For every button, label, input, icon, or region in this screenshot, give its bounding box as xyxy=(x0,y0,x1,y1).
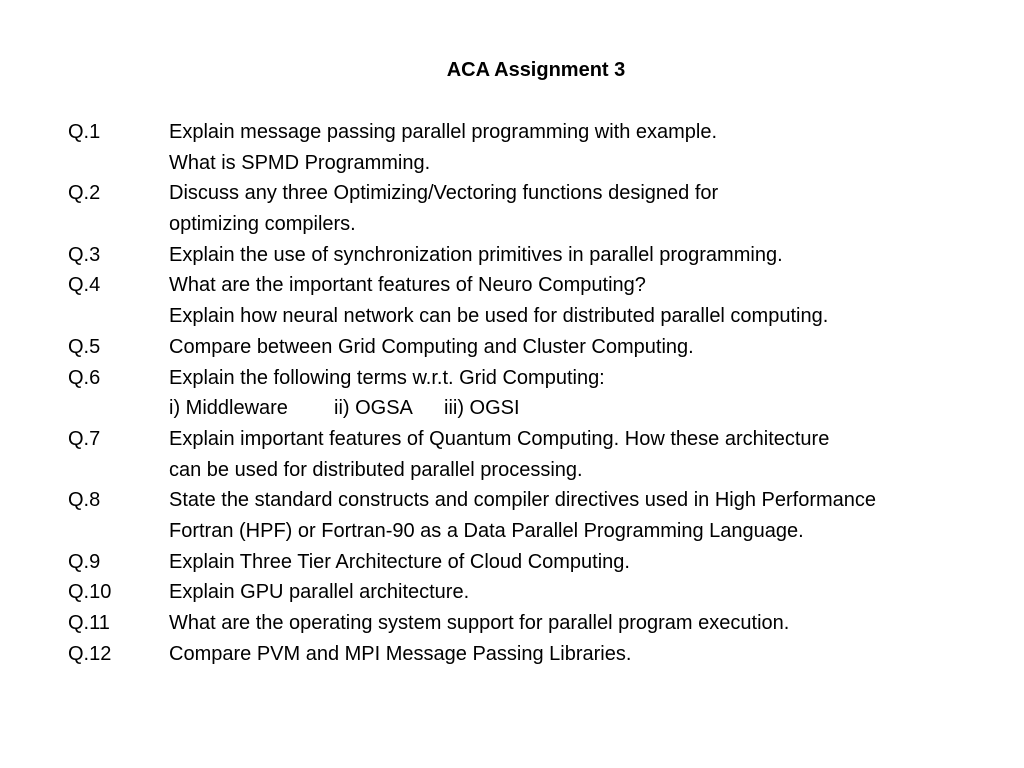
question-line xyxy=(68,332,1018,363)
question-number: Q.3 xyxy=(68,243,101,266)
question-line xyxy=(68,393,1018,424)
question-text: Discuss any three Optimizing/Vectoring functions designed for xyxy=(169,182,719,205)
question-line xyxy=(68,424,1018,455)
question-text: Explain the following terms w.r.t. Grid Computing: xyxy=(169,366,605,389)
question-text: Explain Three Tier Architecture of Cloud Computing. xyxy=(169,550,630,573)
question-line xyxy=(68,608,1018,639)
question-number: Q.2 xyxy=(68,182,101,205)
question-line xyxy=(68,455,1018,486)
question-line xyxy=(68,485,1018,516)
grid-terms xyxy=(169,393,520,424)
question-line xyxy=(68,301,1018,332)
question-number: Q.8 xyxy=(68,489,101,512)
question-text: What are the operating system support for parallel program execution. xyxy=(169,612,790,634)
question-line xyxy=(68,117,1018,148)
question-line xyxy=(68,209,1018,240)
question-text: Compare PVM and MPI Message Passing Libraries. xyxy=(169,642,632,665)
question-text: Explain GPU parallel architecture. xyxy=(169,581,470,604)
question-number: Q.10 xyxy=(68,581,112,604)
question-line xyxy=(68,639,1018,670)
term-ogsa: ii) OGSA xyxy=(334,397,413,420)
question-line xyxy=(68,547,1018,578)
question-text: State the standard constructs and compiler directives used in High Performance xyxy=(169,489,877,512)
question-list xyxy=(68,117,1018,669)
question-line xyxy=(68,363,1018,394)
question-text: optimizing compilers. xyxy=(169,213,356,236)
question-line xyxy=(68,577,1018,608)
question-number: Q.12 xyxy=(68,642,112,665)
term-ogsi: iii) OGSI xyxy=(444,397,520,420)
question-text: Explain important features of Quantum Computing. How these architecture xyxy=(169,427,830,450)
question-text: Explain the use of synchronization primitives in parallel programming. xyxy=(169,243,783,266)
question-text: Explain message passing parallel programming with example. xyxy=(169,121,718,143)
question-text: Explain how neural network can be used for distributed parallel computing. xyxy=(169,305,829,328)
question-text: Compare between Grid Computing and Cluster Computing. xyxy=(169,335,694,358)
page-title: ACA Assignment 3 xyxy=(446,59,626,81)
question-number: Q.11 xyxy=(68,612,110,634)
question-text: What are the important features of Neuro Computing? xyxy=(169,274,646,297)
question-number: Q.7 xyxy=(68,427,101,450)
question-line xyxy=(68,240,1018,271)
question-line xyxy=(68,178,1018,209)
question-number: Q.9 xyxy=(68,550,101,573)
question-number: Q.5 xyxy=(68,335,101,358)
question-text: What is SPMD Programming. xyxy=(169,151,431,174)
question-number: Q.6 xyxy=(68,366,101,389)
question-line xyxy=(68,148,1018,179)
question-line xyxy=(68,516,1018,547)
question-number: Q.1 xyxy=(68,121,101,143)
question-text: Fortran (HPF) or Fortran-90 as a Data Parallel Programming Language. xyxy=(169,519,804,542)
term-middleware: i) Middleware xyxy=(169,397,288,420)
question-text: can be used for distributed parallel processing. xyxy=(169,458,583,481)
question-number: Q.4 xyxy=(68,274,101,297)
question-line xyxy=(68,270,1018,301)
